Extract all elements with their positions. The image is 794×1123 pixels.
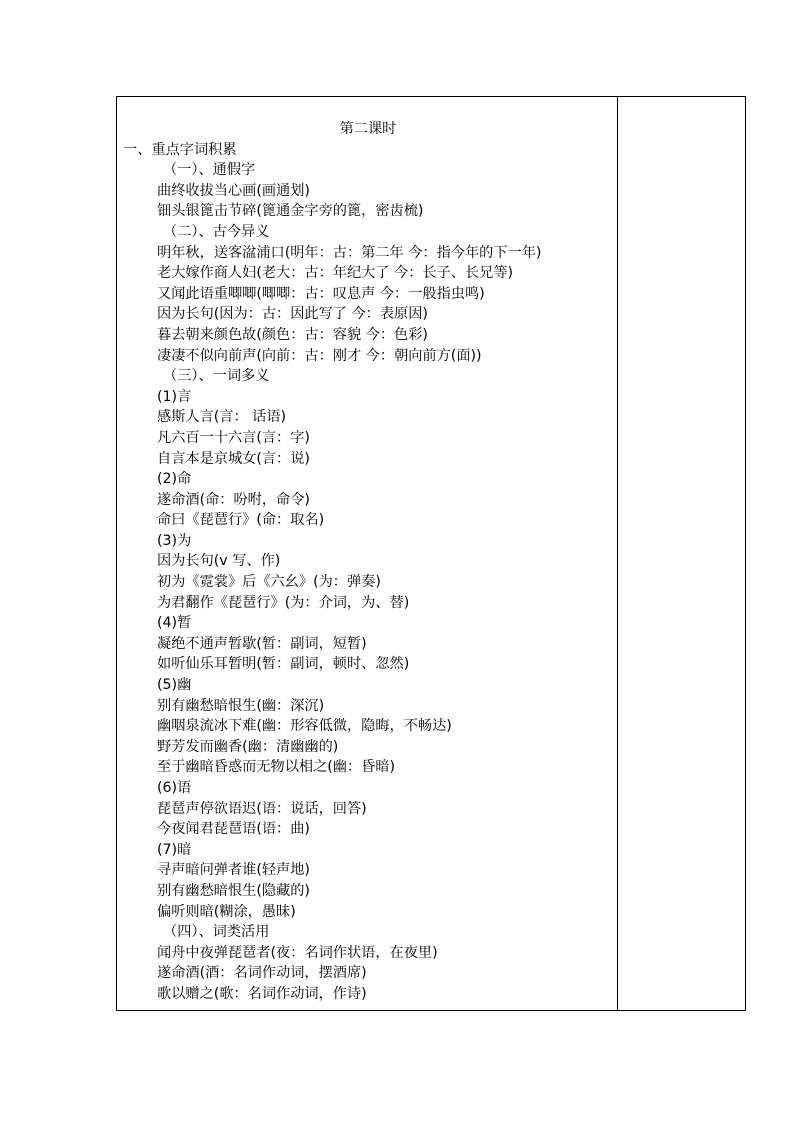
text-line: 钿头银篦击节碎(篦通金字旁的篦，密齿梳) xyxy=(157,203,424,220)
subsection-heading: （二）、古今异义 xyxy=(163,223,270,240)
page-title: 第二课时 xyxy=(339,121,397,137)
text-line: 命曰《琵琶行》(命：取名) xyxy=(157,512,325,529)
text-line: 又闻此语重唧唧(唧唧：古：叹息声 今：一般指虫鸣) xyxy=(157,285,485,302)
text-line: (6)语 xyxy=(157,780,192,796)
text-line: 为君翻作《琵琶行》(为：介词，为、替) xyxy=(157,594,410,611)
text-line: 寻声暗问弹者谁(轻声地) xyxy=(157,862,310,879)
text-line: 幽咽泉流冰下难(幽：形容低微，隐晦，不畅达) xyxy=(157,718,452,735)
text-line: 如听仙乐耳暂明(暂：副词，顿时、忽然) xyxy=(157,656,410,673)
lesson-table xyxy=(116,96,746,1011)
text-line: (2)命 xyxy=(157,471,192,488)
text-line: 至于幽暗昏惑而无物以相之(幽：昏暗) xyxy=(157,759,396,776)
lesson-content xyxy=(123,119,613,1005)
text-line: 因为长句(因为：古：因此写了 今：表原因) xyxy=(157,306,428,323)
text-line: 别有幽愁暗恨生(幽：深沉) xyxy=(157,697,325,714)
text-line: (1)言 xyxy=(157,388,192,405)
text-line: 暮去朝来颜色故(颜色：古：容貌 今：色彩) xyxy=(157,326,428,343)
text-line: (5)幽 xyxy=(157,677,192,694)
text-line: 明年秋，送客湓浦口(明年：古：第二年 今：指今年的下一年) xyxy=(157,244,542,261)
subsection-heading: （四）、词类活用 xyxy=(163,924,270,941)
text-line: (7)暗 xyxy=(157,841,192,858)
text-line: 歌以赠之(歌：名词作动词，作诗) xyxy=(157,985,367,1002)
text-line: 闻舟中夜弹琵琶者(夜：名词作状语，在夜里) xyxy=(157,944,438,961)
text-line: 感斯人言(言： 话语) xyxy=(157,409,287,426)
text-line: 别有幽愁暗恨生(隐藏的) xyxy=(157,882,310,899)
text-line: 野芳发而幽香(幽：清幽幽的) xyxy=(157,738,339,755)
section-heading: 一、重点字词积累 xyxy=(123,141,237,158)
text-line: 凄凄不似向前声(向前：古：刚才 今：朝向前方(面)) xyxy=(157,347,482,364)
text-line: 今夜闻君琵琶语(语：曲) xyxy=(157,821,310,838)
text-line: 因为长句(v 写、作) xyxy=(157,553,281,570)
subsection-heading: （一）、通假字 xyxy=(163,162,256,179)
text-line: 自言本是京城女(言：说) xyxy=(157,450,310,467)
lesson-lines xyxy=(123,140,613,1005)
column-divider xyxy=(617,97,618,1010)
text-line: 遂命酒(命：吩咐，命令) xyxy=(157,491,310,508)
text-line: (3)为 xyxy=(157,532,192,549)
text-line: 凝绝不通声暂歇(暂：副词，短暂) xyxy=(157,635,367,652)
text-line: 遂命酒(酒：名词作动词，摆酒席) xyxy=(157,965,367,982)
text-line: 偏听则暗(糊涂，愚昧) xyxy=(157,903,296,920)
text-line: 初为《霓裳》后《六幺》(为：弹奏) xyxy=(157,574,381,591)
text-line: 老大嫁作商人妇(老大：古：年纪大了 今：长子、长兄等) xyxy=(157,265,514,282)
text-line: 曲终收拔当心画(画通划) xyxy=(157,182,310,199)
text-line: (4)暂 xyxy=(157,615,192,632)
text-line: 琵琶声停欲语迟(语：说话，回答) xyxy=(157,800,367,817)
subsection-heading: （三）、一词多义 xyxy=(163,368,270,385)
text-line: 凡六百一十六言(言：字) xyxy=(157,429,310,446)
